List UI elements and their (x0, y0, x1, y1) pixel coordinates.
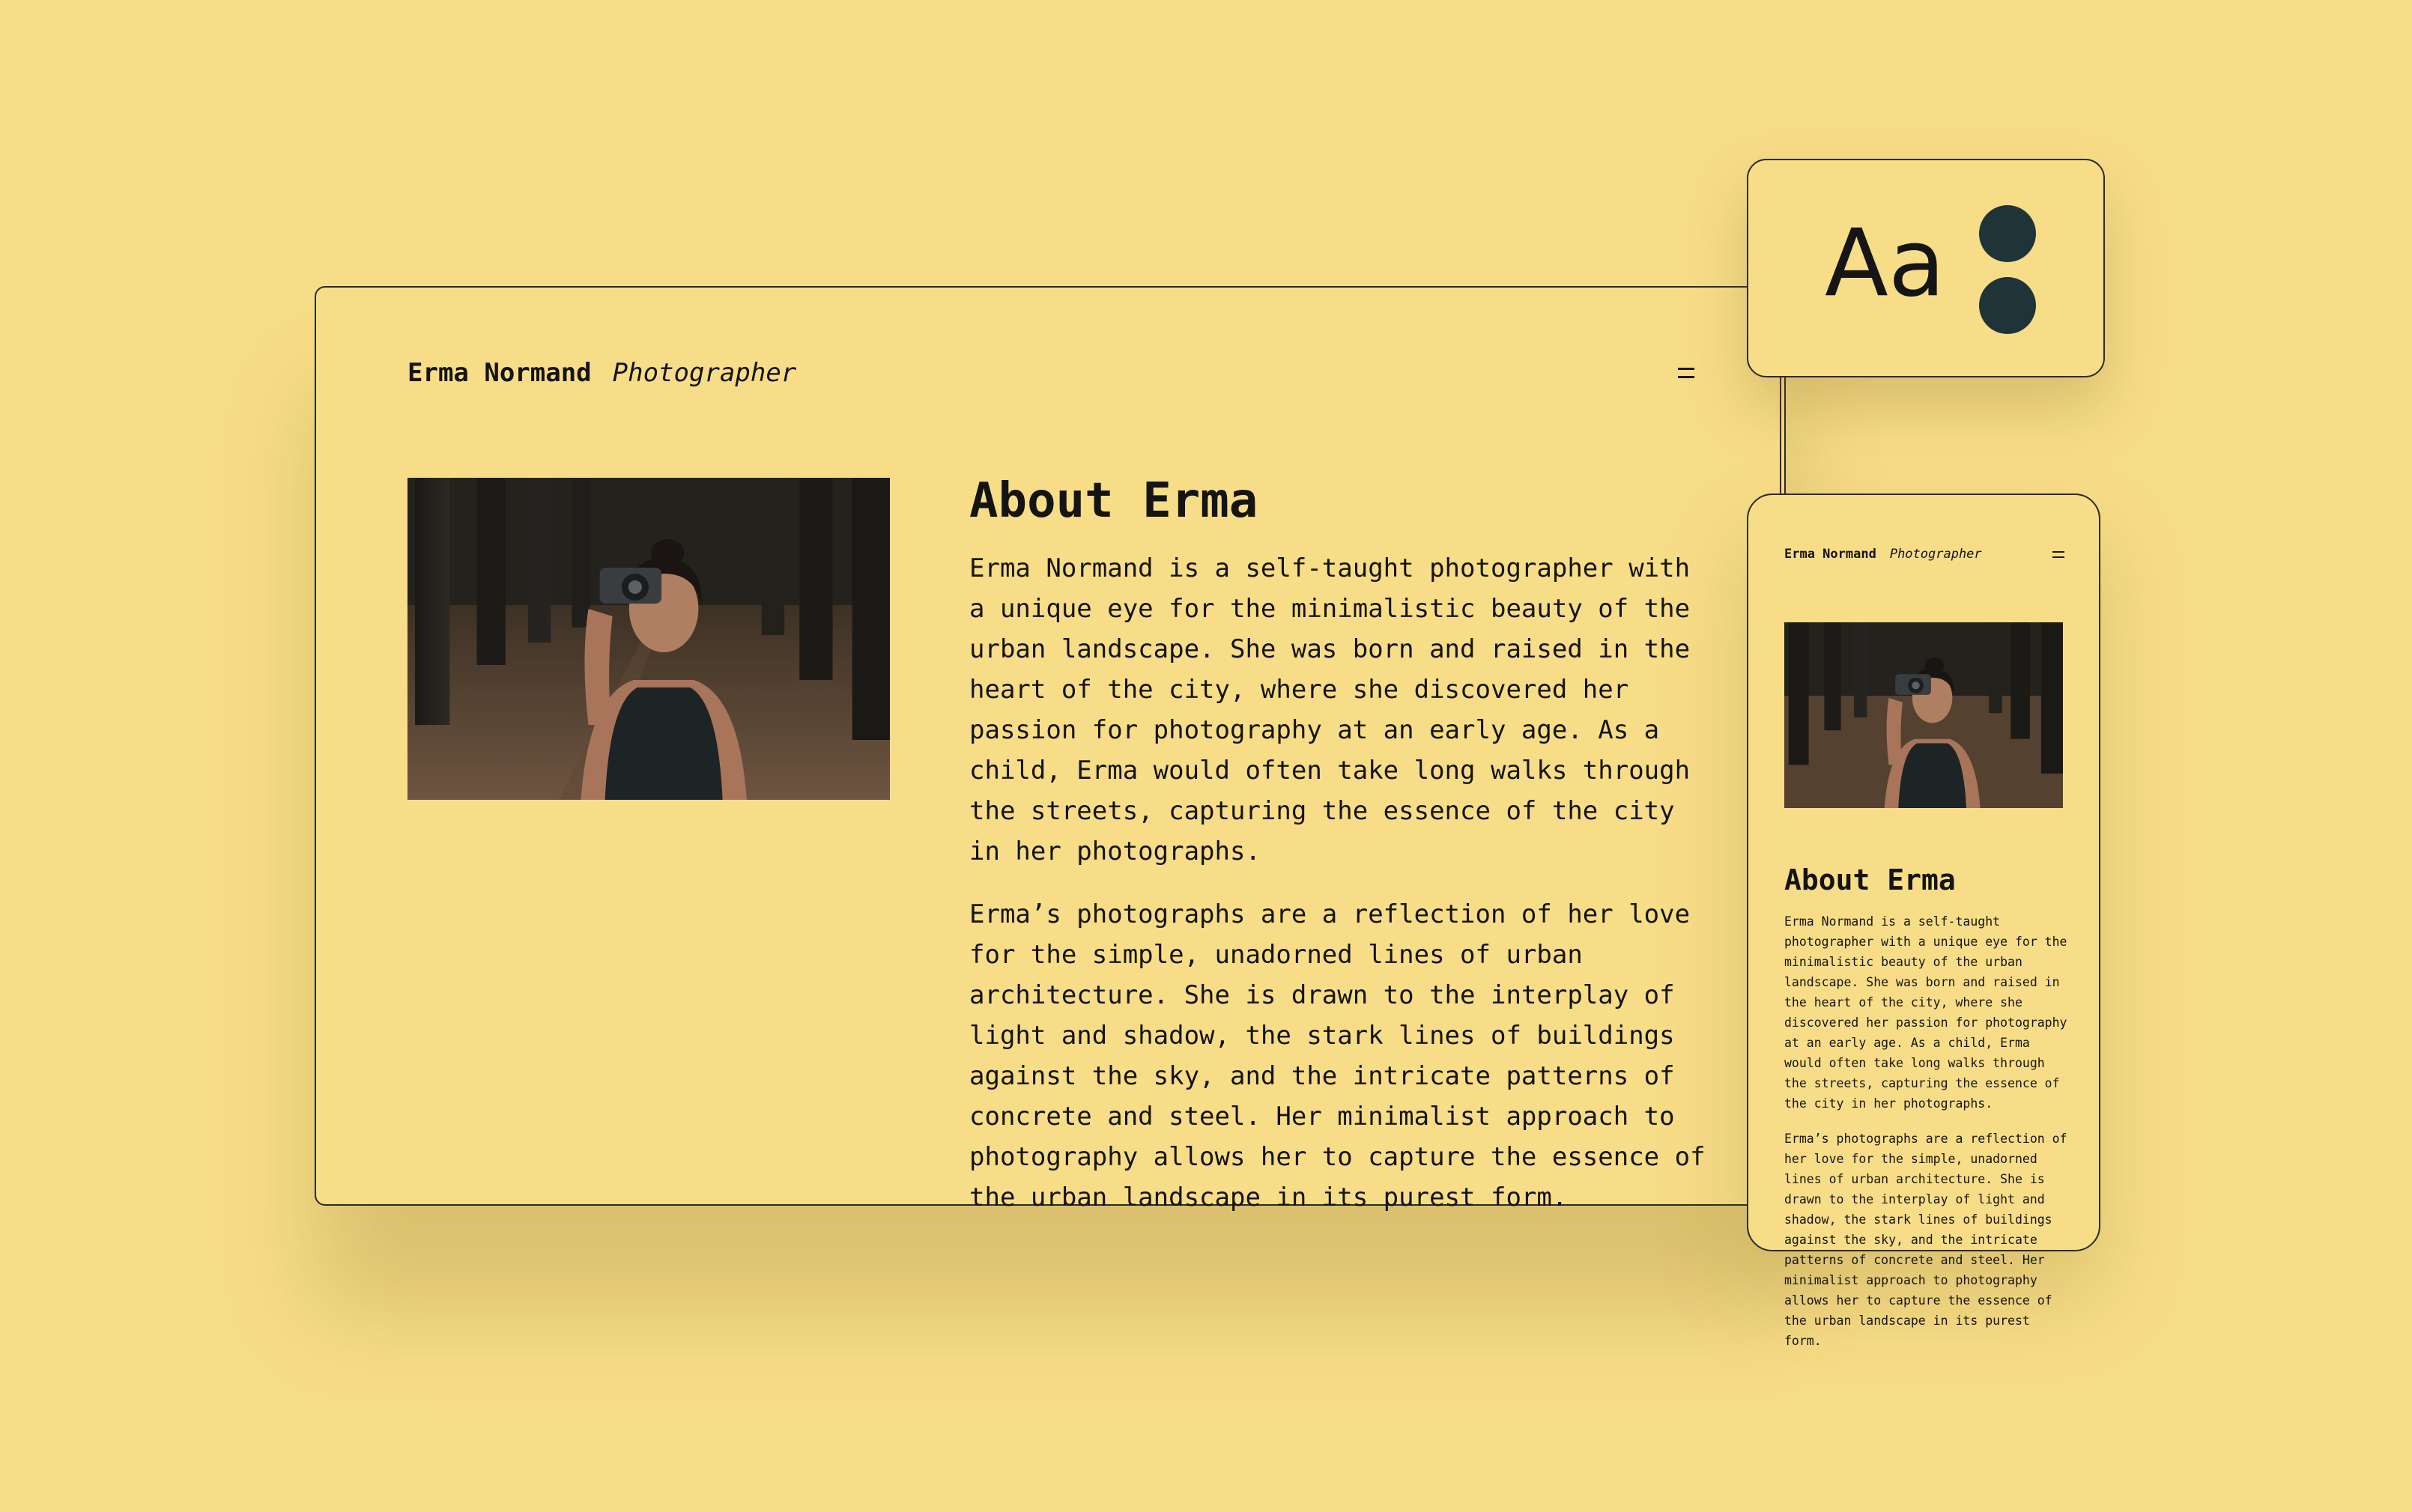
mobile-about-paragraph: Erma’s photographs are a reflection of her love for the simple, unadorned lines of urban architecture. She is drawn to the interplay of light and shadow, the stark lines of buildings against the sky, and the intricate patterns of concrete and steel. Her minimalist approach to photography allows her to capture the essence of the urban landscape in its purest form. (1784, 1131, 2067, 1348)
about-section (969, 475, 1718, 1240)
color-swatch[interactable] (1979, 277, 2036, 334)
mobile-about-section (1784, 865, 2069, 1366)
site-header (407, 350, 1694, 395)
mobile-frame (1747, 494, 2100, 1348)
mobile-about-paragraph: Erma Normand is a self-taught photographer with a unique eye for the minimalistic beauty of the urban landscape. She was born and raised in the heart of the city, where she discovered her passion for photography at an early age. As a child, Erma would often take long walks through the streets, capturing the essence of the city in her photographs. (1784, 914, 2067, 1111)
color-swatch[interactable] (1979, 205, 2036, 262)
mobile-site-role: Photographer (1889, 547, 1982, 562)
mobile-about-title: About Erma (1784, 863, 1956, 896)
mobile-portrait-photo (1784, 622, 2063, 808)
portrait-photo (407, 478, 890, 800)
menu-icon[interactable] (2052, 551, 2064, 558)
site-role: Photographer (612, 358, 797, 388)
desktop-frame (315, 286, 1786, 1213)
about-title: About Erma (969, 473, 1258, 529)
mobile-site-name[interactable]: Erma Normand (1784, 547, 1876, 562)
about-paragraph: Erma’s photographs are a reflection of her love for the simple, unadorned lines of urban architecture. She is drawn to the interplay of light and shadow, the stark lines of buildings against the sky, and the intricate patterns of concrete and steel. Her minimalist approach to photography allows her to capture the essence of the urban landscape in its purest form. (969, 899, 1706, 1213)
style-card[interactable] (1747, 159, 2105, 377)
menu-icon[interactable] (1678, 368, 1694, 378)
mobile-header (1784, 543, 2064, 565)
connector-line (1780, 374, 1781, 498)
site-name[interactable]: Erma Normand (407, 358, 592, 388)
typography-sample: Aa (1825, 210, 1945, 318)
about-paragraph: Erma Normand is a self-taught photographer with a unique eye for the minimalistic beauty of the urban landscape. She was born and raised in the heart of the city, where she discovered her passion for photography at an early age. As a child, Erma would often take long walks through the streets, capturing the essence of the city in her photographs. (969, 553, 1691, 867)
